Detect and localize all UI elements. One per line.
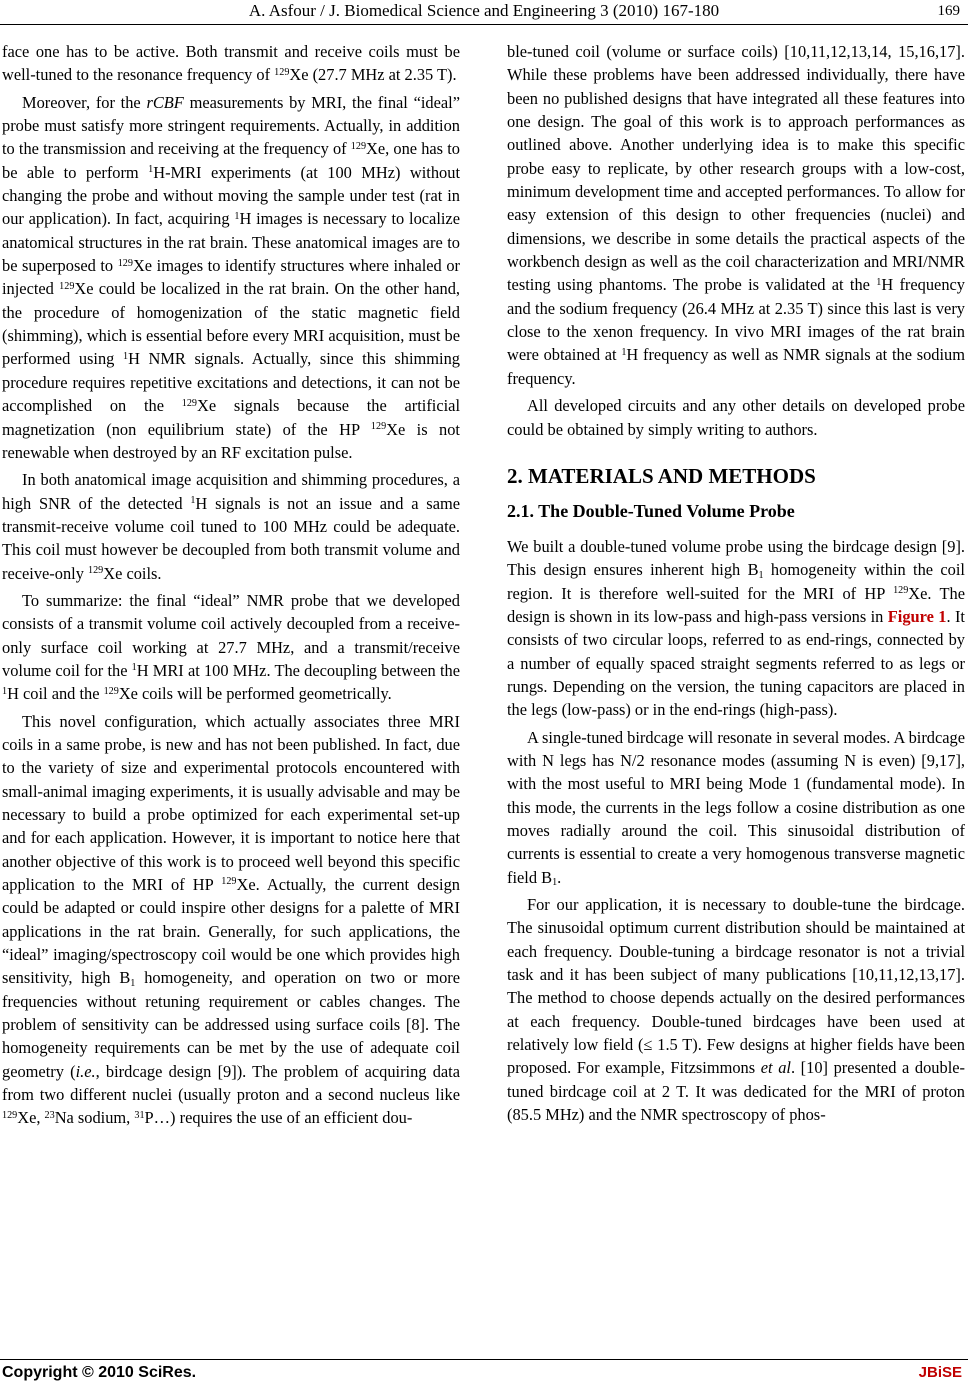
copyright-notice: Copyright © 2010 SciRes.	[2, 1364, 197, 1381]
section-heading: 2. MATERIALS AND METHODS	[507, 463, 816, 488]
header-divider	[0, 24, 968, 25]
paragraph: All developed circuits and any other details on developed probe could be obtained by simply writing to authors.	[507, 396, 965, 439]
running-title: A. Asfour / J. Biomedical Science and Engineering 3 (2010) 167-180	[248, 1, 720, 20]
paragraph: For our application, it is necessary to double-tune the birdcage. The sinusoidal optimum current distribution should be maintained at each frequency. Double-tuning a birdcage resonator is not a trivial task and it has been subject of many publications [10,11,12,13,17]. The method to choose depends actually on the desired performances at each frequency. Double-tuned birdcages have been used at relatively low field (≤ 1.5 T). Few designs at higher fields have been proposed. For example, Fitzsimmons et al. [10] presented a double-tuned birdcage coil at 2 T. It was dedicated for the MRI of proton (85.5 MHz) and the NMR spectroscopy of phos-	[507, 895, 965, 1125]
paragraph: face one has to be active. Both transmit and receive coils must be well-tuned to the resonance frequency of $^{129}$Xe (27.7 MHz at 2.35 T).	[2, 42, 460, 85]
paragraph: To summarize: the final “ideal” NMR probe that we developed consists of a transmit volume coil actively decoupled from a receive-only surface coil working at 27.7 MHz, and a transmit/receive volume coil for the $^1$H MRI at 100 MHz. The decoupling between the $^1$H coil and the $^{129}$Xe coils will be performed geometrically.	[2, 590, 460, 704]
paragraph: This novel configuration, which actually associates three MRI coils in a same probe, is new and has not been published. In fact, due to the variety of size and experimental protocols encountered with small-animal imaging experiments, it is usually advisable and may be necessary to build a probe optimized for each experimental set-up and for each application. However, it is important to notice here that another objective of this work is to proceed well beyond this specific application to the MRI of HP $^{129}$Xe. Actually, the current design could be adapted or could inspire other designs for a palette of MRI applications in the rat brain. Generally, for such applications, the “ideal” imaging/spectroscopy coil would be one which provides high sensitivity, high $B_1$ homogeneity, and operation on two or more frequencies without retuning requirement or cables changes. The problem of sensitivity can be addressed using surface coils [8]. The homogeneity requirements can be met by the use of adequate coil geometry (i.e., birdcage design [9]). The problem of acquiring data from two different nuclei (usually proton and a second nucleus like $^{129}$Xe, $^{23}$Na sodium, $^{31}$P…) requires the use of an efficient dou-	[2, 711, 461, 1128]
subsection-heading: 2.1. The Double-Tuned Volume Probe	[507, 500, 795, 521]
paragraph: A single-tuned birdcage will resonate in several modes. A birdcage with N legs has N/2 resonance modes (assuming N is even) [9,17], with the most useful to MRI being Mode 1 (fundamental mode). In this mode, the currents in the legs follow a cosine distribution as one moves radially around the coil. This sinusoidal distribution of currents is essential to create a very homogenous transverse magnetic field $B_1$.	[507, 727, 965, 889]
page-number: 169	[937, 3, 960, 19]
paragraph: In both anatomical image acquisition and shimming procedures, a high SNR of the detected $^1$H signals is not an issue and a same transmit-receive volume coil tuned to 100 MHz could be adequate. This coil must however be decoupled from both transmit volume and receive-only $^{129}$Xe coils.	[2, 470, 460, 583]
left-column	[2, 40, 460, 1130]
journal-abbreviation: JBiSE	[918, 1364, 962, 1381]
running-header	[0, 0, 968, 22]
paragraph: ble-tuned coil (volume or surface coils) [10,11,12,13,14, 15,16,17]. While these problems have been addressed individually, there have been no published designs that have integrated all these features into one design. The goal of this work is to approach performances as outlined above. Another underlying idea is to make this specific probe easy to replicate, by other research groups with a low-cost, minimum development time and accepted performances. To allow for easy extension of this design to other frequencies (nuclei) and dimensions, we describe in some details the practical aspects of the workbench design as well as the coil characterization and MRI/NMR testing using phantoms. The probe is validated at the $^1$H frequency and the sodium frequency (26.4 MHz at 2.35 T) since this last is very close to the xenon frequency. In vivo MRI images of the rat brain were obtained at $^1$H frequency as well as NMR signals at the sodium frequency.	[507, 42, 965, 388]
footer-divider	[0, 1359, 968, 1360]
paragraph: Moreover, for the rCBF measurements by MRI, the final “ideal” probe must satisfy more stringent requirements. Actually, in addition to the transmission and receiving at the frequency of $^{129}$Xe, one has to be able to perform $^1$H-MRI experiments (at 100 MHz) without changing the probe and without moving the sample under test (rat in our application). In fact, acquiring $^1$H images is necessary to localize anatomical structures in the rat brain. These anatomical images are to be superposed to $^{129}$Xe images to identify structures where inhaled or injected $^{129}$Xe could be localized in the rat brain. On the other hand, the procedure of homogenization of the static magnetic field (shimming), which is essential before every MRI acquisition, must be performed using $^1$H NMR signals. Actually, since this shimming procedure requires repetitive excitations and detections, it can not be accomplished on the $^{129}$Xe signals because the artificial magnetization (non equilibrium state) of the HP $^{129}$Xe is not renewable when destroyed by an RF excitation pulse.	[2, 92, 461, 462]
paragraph: We built a double-tuned volume probe using the birdcage design [9]. This design ensures inherent high $B_1$ homogeneity within the coil region. It is therefore well-suited for the MRI of HP $^{129}$Xe. The design is shown in its low-pass and high-pass versions in Figure 1. It consists of two circular loops, referred to as end-rings, connected by a number of equally spaced straight segments referred to as legs or rungs. Depending on the version, the tuning capacitors are placed in the legs (low-pass) or in the end-rings (high-pass).	[507, 536, 965, 720]
right-column	[507, 40, 965, 1126]
